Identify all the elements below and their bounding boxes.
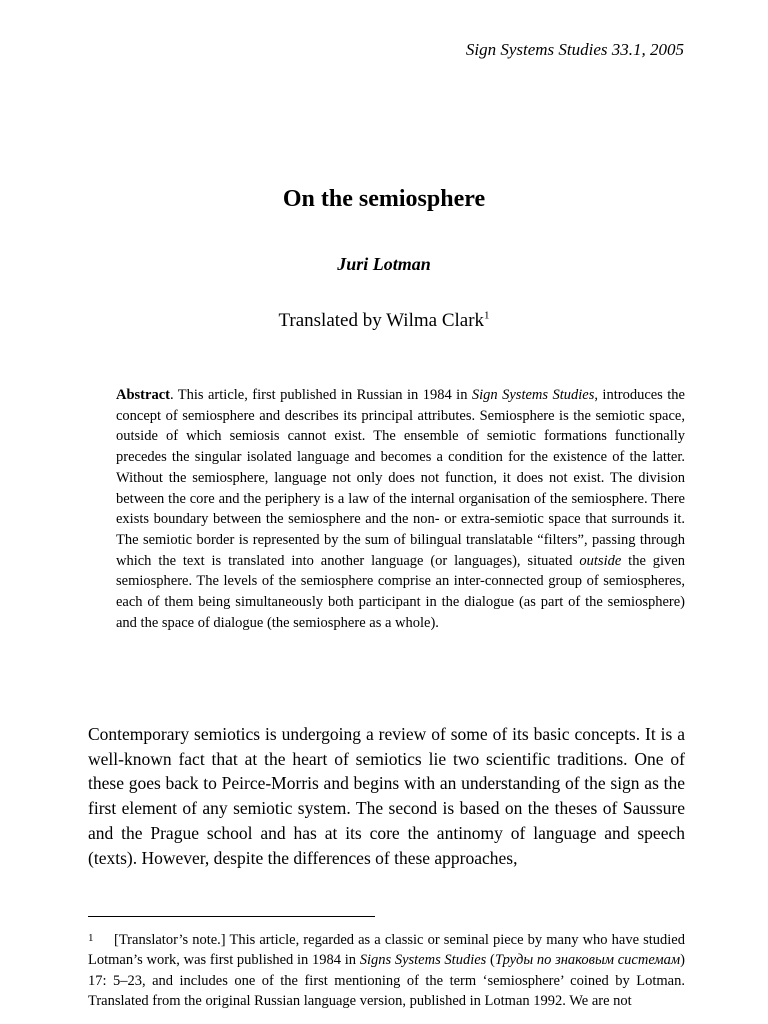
footnote-russian-title: Труды по знаковым системам <box>494 952 681 969</box>
abstract-text-3: the given semiosphere. The levels of the semiosphere comprise an inter-connected group of semiospheres, each of them being simultaneously both participant in the dialogue (as part of the semiosphere) and the space of dialogue (the semiosphere as a whole). <box>116 552 685 631</box>
footnote-mark: 1 <box>88 932 94 944</box>
footnote-text-2: ( <box>486 952 495 969</box>
footnote-reference[interactable]: 1 <box>484 309 490 322</box>
abstract-text-1: . This article, first published in Russian in 1984 in <box>169 387 472 403</box>
abstract-text-2: , introduces the concept of semiosphere and describes its principal attributes. Semiosphere is the semiotic space, outside of which semiosis cannot exist. The ensemble of semiotic formations functionally precedes the singular isolated language and becomes a condition for the existence of the latter. Without the semiosphere, language not only does not function, it does not exist. The division between the core and the periphery is a law of the internal organisation of the semiosphere. There exists boundary between the semiosphere and the non- or extra-semiotic space that surrounds it. The semiotic border is represented by the sum of bilingual translatable “filters”, passing through which the text is translated into another language (or languages), situated <box>116 387 685 569</box>
footnote <box>88 928 685 1011</box>
article-title: On the semiosphere <box>282 186 486 212</box>
running-header: Sign Systems Studies 33.1, 2005 <box>465 40 684 59</box>
abstract-emphasis: outside <box>579 552 622 569</box>
footnote-divider <box>88 916 375 917</box>
author-name: Juri Lotman <box>337 254 431 274</box>
abstract-journal-name: Sign Systems Studies <box>471 387 595 403</box>
body-paragraph: Contemporary semiotics is undergoing a review of some of its basic concepts. It is a well-known fact that at the heart of semiotics lie two scientific traditions. One of these goes back to Peirce-Morris and begins with an understanding of the sign as the first element of any semiotic system. The second is based on the theses of Saussure and the Prague school and has at its core the antinomy of language and speech (texts). However, despite the differences of these approaches, <box>88 724 685 868</box>
translator-text: Translated by Wilma Clark <box>278 310 485 331</box>
footnote-text-3: ) 17: 5–23, and includes one of the first mentioning of the term ‘semiosphere’ coined by Lotman. Translated from the original Russian language version, published in Lotman 1992. We are not <box>88 952 685 1009</box>
translator-line <box>0 310 768 332</box>
abstract-label: Abstract <box>116 387 170 403</box>
main-text <box>88 722 685 870</box>
footnote-paragraph <box>88 928 685 1011</box>
abstract <box>116 385 685 633</box>
footnote-journal-name: Signs Systems Studies <box>359 952 487 969</box>
footnote-text-1: [Translator’s note.] This article, regarded as a classic or seminal piece by many who have studied Lotman’s work, was first published in 1984 in <box>88 932 685 969</box>
abstract-paragraph <box>116 385 685 633</box>
